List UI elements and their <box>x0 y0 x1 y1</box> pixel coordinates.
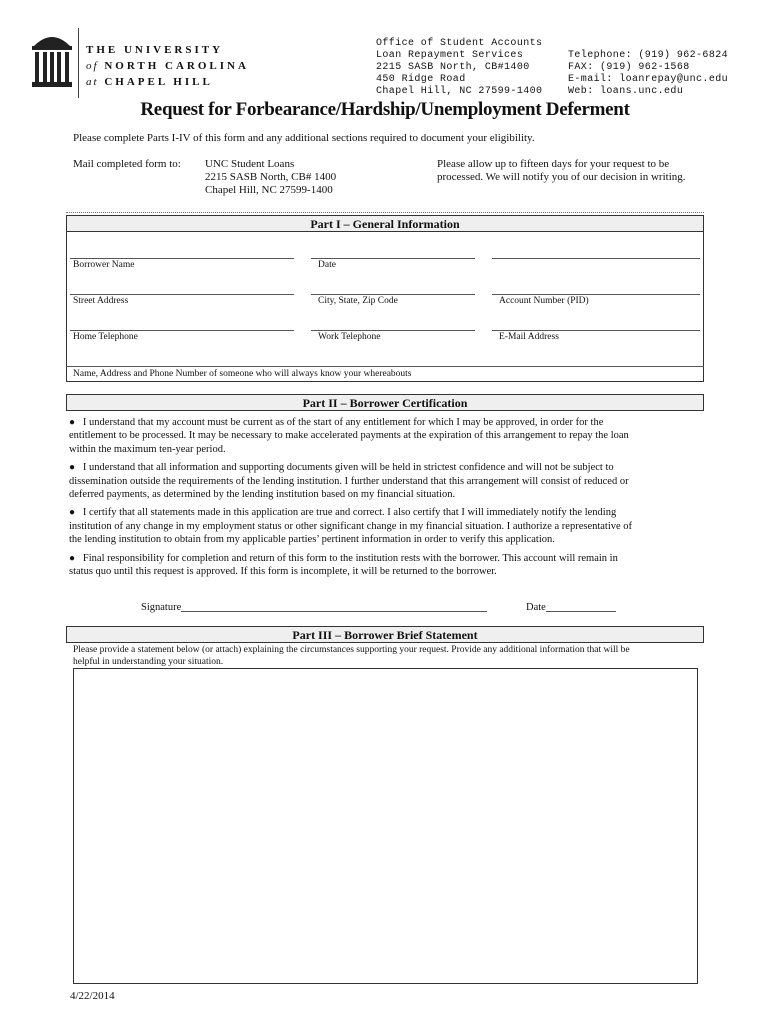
street-address-field[interactable] <box>70 294 294 295</box>
processing-note: Please allow up to fifteen days for your request to be processed. We will notify you of our decision in writing. <box>437 158 686 183</box>
bullet-icon: ● <box>69 507 76 519</box>
date-field[interactable] <box>311 258 475 259</box>
signature-date-label: Date <box>526 602 546 613</box>
account-number-field[interactable] <box>492 294 700 295</box>
university-line2: NORTH CAROLINA <box>104 60 249 72</box>
website: Web: loans.unc.edu <box>568 86 684 97</box>
university-line3: CHAPEL HILL <box>104 76 213 88</box>
city-state-zip-field[interactable] <box>311 294 475 295</box>
mail-address: UNC Student Loans 2215 SASB North, CB# 1400 Chapel Hill, NC 27599-1400 <box>205 158 337 196</box>
date-label: Date <box>318 260 336 270</box>
bullet-icon: ● <box>69 417 76 428</box>
contact-person-label: Name, Address and Phone Number of someone who will always know your whereabouts <box>73 369 412 379</box>
contact-info <box>568 50 728 98</box>
part1-box <box>66 232 704 382</box>
bullet-icon: ● <box>69 552 76 564</box>
work-telephone-field[interactable] <box>311 330 475 331</box>
header-rule <box>66 212 704 213</box>
intro-text: Please complete Parts I-IV of this form and any additional sections required to document your eligibility. <box>73 132 535 144</box>
certification-item: ● I certify that all statements made in this application are true and correct. I also certify that I will immediately notify the lending institution of any change in my employment status or other significant change in my financial situation. I authorize a representative of the lending institution to obtain from my applicable parties’ pertinent information in order to verify this application. <box>69 507 633 546</box>
certification-item: ● Final responsibility for completion and return of this form to the institution rests with the borrower. This account will remain in status quo until this request is approved. If this form is incomplete, it will be returned to the borrower. <box>69 552 618 578</box>
form-title: Request for Forbearance/Hardship/Unemployment Deferment <box>140 99 630 120</box>
certification-item: ● I understand that all information and supporting documents given will be held in strictest confidence and will not be subject to dissemination outside the requirements of the lending institution. I further understand that this arrangement will consist of reduced or deferred payments, as determined by the lending institution based on my financial situation. <box>69 462 629 501</box>
part2-heading: Part II – Borrower Certification <box>66 394 704 411</box>
university-logo <box>30 26 74 90</box>
work-telephone-label: Work Telephone <box>318 332 381 342</box>
part3-instructions: Please provide a statement below (or attach) explaining the circumstances supporting your request. Provide any additional information that will be helpful in understanding your situation. <box>73 645 630 667</box>
extra-field[interactable] <box>492 258 700 259</box>
signature-field[interactable] <box>181 611 487 612</box>
email: E-mail: loanrepay@unc.edu <box>568 74 729 85</box>
home-telephone-field[interactable] <box>70 330 294 331</box>
university-line1: THE UNIVERSITY <box>86 44 224 56</box>
home-telephone-label: Home Telephone <box>73 332 138 342</box>
header-divider <box>78 28 79 98</box>
part3-heading: Part III – Borrower Brief Statement <box>66 626 704 643</box>
street-address-label: Street Address <box>73 296 129 306</box>
email-field[interactable] <box>492 330 700 331</box>
bullet-icon: ● <box>69 462 76 474</box>
borrower-name-label: Borrower Name <box>73 260 135 270</box>
certification-item: ● I understand that my account must be current as of the start of any entitlement for which I may be approved, in order for the entitlement to be processed. It may be necessary to make accelerated payments at the expiration of this arrangement to repay the loan within the maximum ten-year period. <box>69 417 629 455</box>
certification-list <box>69 416 699 578</box>
part1-heading: Part I – General Information <box>66 215 704 232</box>
office-address: Office of Student Accounts Loan Repayment Services 2215 SASB North, CB#1400 450 Ridge Road Chapel Hill, NC 27599-1400 <box>376 38 543 97</box>
city-state-zip-label: City, State, Zip Code <box>318 296 398 306</box>
borrower-name-field[interactable] <box>70 258 294 259</box>
footer-date: 4/22/2014 <box>70 990 115 1002</box>
email-label: E-Mail Address <box>499 332 559 342</box>
signature-label: Signature <box>141 602 182 613</box>
telephone: Telephone: (919) 962-6824 <box>568 50 729 61</box>
account-number-label: Account Number (PID) <box>499 296 589 306</box>
mail-label: Mail completed form to: <box>73 158 181 170</box>
fax: FAX: (919) 962-1568 <box>568 62 690 73</box>
university-name: THE UNIVERSITY of NORTH CAROLINA at CHAPEL HILL <box>86 44 249 88</box>
contact-person-field[interactable] <box>66 366 704 367</box>
old-well-icon <box>30 26 74 90</box>
signature-date-field[interactable] <box>546 611 616 612</box>
statement-textarea[interactable] <box>73 668 698 984</box>
